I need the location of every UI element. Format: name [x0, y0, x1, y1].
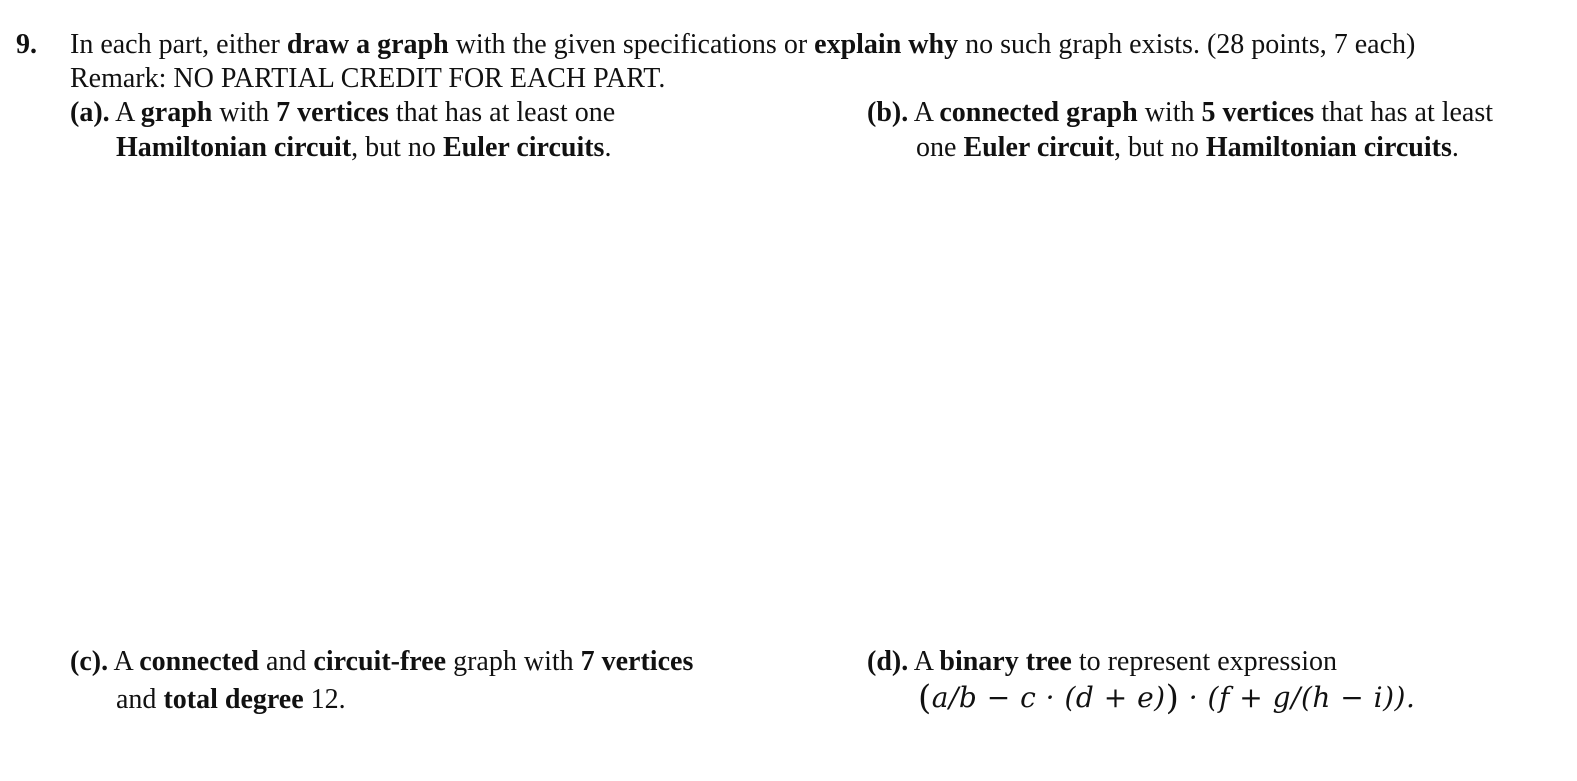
part-a-line-2: [116, 131, 611, 165]
part-c-text: and: [116, 684, 164, 715]
part-a-bold: 7 vertices: [276, 97, 389, 128]
part-d-line-1: [867, 645, 1337, 679]
part-a-text: A: [109, 97, 141, 128]
intro-bold-draw-a-graph: draw a graph: [286, 29, 449, 60]
part-a-bold: graph: [140, 97, 213, 128]
part-c-bold: connected: [139, 646, 259, 677]
part-b-label: (b).: [867, 97, 909, 128]
part-b-text: , but no: [1114, 132, 1206, 163]
part-b-bold: connected graph: [939, 97, 1138, 128]
part-b-line-1: [867, 96, 1493, 130]
part-a-text: , but no: [351, 132, 443, 163]
part-a-text: with: [212, 97, 277, 128]
part-b-text: A: [908, 97, 940, 128]
part-d-text: to represent expression: [1071, 646, 1337, 677]
intro-bold-explain-why: explain why: [814, 29, 959, 60]
part-b-text: one: [916, 132, 964, 163]
part-b-line-2: [916, 131, 1459, 165]
part-c-bold: total degree: [163, 684, 304, 715]
part-c-text: 12.: [303, 684, 346, 715]
part-d-answer-space[interactable]: [867, 725, 1557, 775]
part-a-line-1: [70, 96, 615, 130]
part-c-text: and: [258, 646, 314, 677]
part-d-expression: [918, 678, 1416, 718]
part-d-text: A: [908, 646, 940, 677]
expression-close-paren: ): [1165, 678, 1180, 718]
part-c-text: graph with: [446, 646, 581, 677]
intro-text-2: with the given specifications or: [448, 29, 815, 60]
expression-rest: · (f + g/(h − i)).: [1179, 681, 1416, 714]
part-c-bold: circuit-free: [313, 646, 447, 677]
part-b-bold: Euler circuit: [963, 132, 1115, 163]
part-a-label: (a).: [70, 97, 110, 128]
part-b-text: with: [1137, 97, 1202, 128]
part-b-text: .: [1451, 132, 1459, 163]
part-b-bold: 5 vertices: [1201, 97, 1315, 128]
part-b-answer-space[interactable]: [867, 175, 1557, 625]
part-a-bold: Euler circuits: [442, 132, 605, 163]
expression-inner: a/b − c · (d + e): [931, 681, 1166, 714]
intro-text-3: no such graph exists. (28 points, 7 each): [958, 29, 1416, 60]
part-d-bold: binary tree: [939, 646, 1072, 677]
part-a-answer-space[interactable]: [70, 175, 830, 625]
question-remark: Remark: NO PARTIAL CREDIT FOR EACH PART.: [70, 63, 666, 94]
part-b-bold: Hamiltonian circuits: [1205, 132, 1452, 163]
part-a-text: that has at least one: [388, 97, 616, 128]
part-c-bold: 7 vertices: [580, 646, 694, 677]
expression-open-paren: (: [918, 678, 932, 718]
part-c-line-2: [116, 683, 346, 717]
question-number: 9.: [16, 29, 37, 60]
part-c-label: (c).: [70, 646, 109, 677]
part-d-label: (d).: [867, 646, 909, 677]
part-c-text: A: [108, 646, 140, 677]
part-b-text: that has at least: [1314, 97, 1494, 128]
part-c-line-1: [70, 645, 693, 679]
part-a-text: .: [604, 132, 612, 163]
part-a-bold: Hamiltonian circuit: [116, 132, 352, 163]
intro-text-1: In each part, either: [70, 29, 287, 60]
question-intro: [70, 28, 1415, 62]
part-c-answer-space[interactable]: [70, 725, 830, 775]
